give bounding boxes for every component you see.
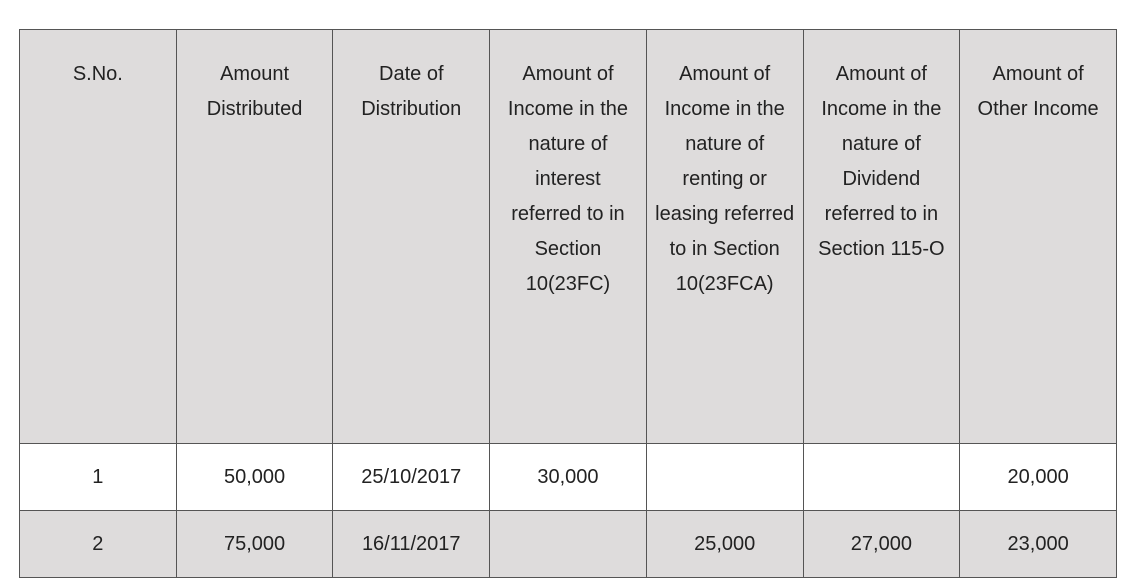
header-cell: Amount of Income in the nature of Dividend referred to in Section 115-O: [803, 30, 960, 444]
table-cell: 2: [20, 511, 177, 578]
table-cell: 30,000: [490, 444, 647, 511]
table-cell: [803, 444, 960, 511]
header-cell: Amount of Income in the nature of interest referred to in Section 10(23FC): [490, 30, 647, 444]
header-cell: S.No.: [20, 30, 177, 444]
table-cell: [646, 444, 803, 511]
header-row: [20, 30, 1117, 444]
table-cell: 16/11/2017: [333, 511, 490, 578]
table-cell: 1: [20, 444, 177, 511]
table-cell: 20,000: [960, 444, 1117, 511]
header-cell: Amount of Other Income: [960, 30, 1117, 444]
table-cell: 23,000: [960, 511, 1117, 578]
table-row: [20, 511, 1117, 578]
table-row: [20, 444, 1117, 511]
header-cell: Amount of Income in the nature of renting or leasing referred to in Section 10(23FCA): [646, 30, 803, 444]
header-cell: Amount Distributed: [176, 30, 333, 444]
table-cell: 25/10/2017: [333, 444, 490, 511]
table-cell: [490, 511, 647, 578]
table-cell: 75,000: [176, 511, 333, 578]
table-cell: 50,000: [176, 444, 333, 511]
header-cell: Date of Distribution: [333, 30, 490, 444]
distribution-table: [19, 29, 1117, 578]
table-cell: 27,000: [803, 511, 960, 578]
table-cell: 25,000: [646, 511, 803, 578]
